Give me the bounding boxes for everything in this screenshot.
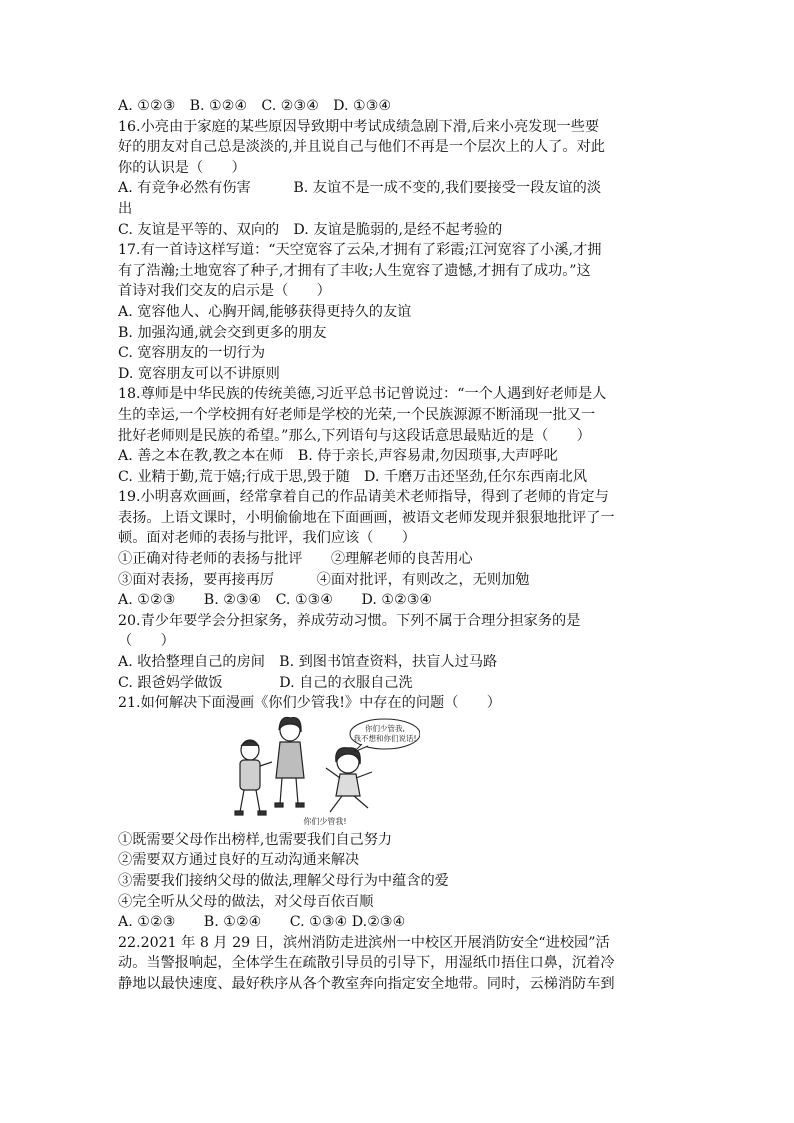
q17-option-a: A. 宽容他人、心胸开阔,能够获得更持久的友谊 bbox=[118, 303, 412, 320]
exam-page bbox=[118, 96, 678, 995]
q16-options-ab: A. 有竞争必然有伤害 B. 友谊不是一成不变的,我们要接受一段友谊的淡 bbox=[118, 180, 602, 197]
q18-options-cd: C. 业精于勤,荒于嬉;行成于思,毁于随 D. 千磨万击还坚劲,任尔东西南北风 bbox=[118, 468, 588, 485]
q19-items-3-4: ③面对表扬，要再接再厉 ④面对批评，有则改之，无则加勉 bbox=[118, 571, 530, 588]
q21-item-4: ④完全听从父母的做法，对父母百依百顺 bbox=[118, 893, 374, 910]
q19-stem-line-3: 顿。面对老师的表扬与批评，我们应该（ ） bbox=[118, 530, 416, 547]
cartoon-caption: 你们少管我! bbox=[303, 816, 347, 826]
q20-stem-cont: （ ） bbox=[118, 633, 175, 650]
question-20 bbox=[118, 611, 678, 693]
q22-stem-line-2: 动。当警报响起，全体学生在疏散引导员的引导下，用湿纸巾捂住口鼻，沉着冷 bbox=[118, 955, 615, 972]
cartoon-image bbox=[118, 716, 678, 826]
q21-item-1: ①既需要父母作出榜样,也需要我们自己努力 bbox=[118, 831, 393, 848]
q19-stem-line-1: 19.小明喜欢画画，经常拿着自己的作品请美术老师指导，得到了老师的肯定与 bbox=[118, 489, 609, 506]
q16-stem-line-1: 16.小亮由于家庭的某些原因导致期中考试成绩急剧下滑,后来小亮发现一些要 bbox=[118, 118, 600, 135]
q18-stem-line-1: 18.尊师是中华民族的传统美德,习近平总书记曾说过：“一个人遇到好老师是人 bbox=[118, 386, 607, 403]
speech-bubble-line-1: 你们少管我, bbox=[365, 723, 405, 733]
q21-options: A. ①②③ B. ①②④ C. ①③④ D.②③④ bbox=[118, 914, 406, 931]
q16-stem-line-2: 好的朋友对自己总是淡淡的,并且说自己与他们不再是一个层次上的人了。对此 bbox=[118, 139, 605, 156]
cartoon-illustration bbox=[230, 716, 420, 826]
q20-options-ab: A. 收拾整理自己的房间 B. 到图书馆查资料，扶盲人过马路 bbox=[118, 654, 498, 671]
q16-options-cd: C. 友谊是平等的、双向的 D. 友谊是脆弱的,是经不起考验的 bbox=[118, 221, 503, 238]
child-figure bbox=[326, 748, 372, 812]
q19-options: A. ①②③ B. ②③④ C. ①③④ D. ①②③④ bbox=[118, 592, 433, 609]
q17-stem-line-2: 有了浩瀚;土地宽容了种子,才拥有了丰收;人生宽容了遗憾,才拥有了成功。”这 bbox=[118, 262, 591, 279]
q21-item-3: ③需要我们接纳父母的做法,理解父母行为中蕴含的爱 bbox=[118, 873, 449, 889]
q18-stem-line-2: 生的幸运,一个学校拥有好老师是学校的光荣,一个民族源源不断涌现一批又一 bbox=[118, 406, 596, 423]
q21-item-2: ②需要双方通过良好的互动沟通来解决 bbox=[118, 852, 360, 869]
q19-stem-line-2: 表扬。上语文课时，小明偷偷地在下面画画，被语文老师发现并狠狠地批评了一 bbox=[118, 509, 615, 526]
q22-stem-line-3: 静地以最快速度、最好秩序从各个教室奔向指定安全地带。同时，云梯消防车到 bbox=[118, 975, 615, 992]
father-figure bbox=[235, 740, 272, 815]
q17-stem-line-1: 17.有一首诗这样写道：“天空宽容了云朵,才拥有了彩霞;江河宽容了小溪,才拥 bbox=[118, 242, 602, 259]
question-19 bbox=[118, 487, 678, 611]
speech-bubble-line-2: 我不想和你们说话! bbox=[353, 733, 417, 743]
q17-option-b: B. 加强沟通,就会交到更多的朋友 bbox=[118, 324, 327, 341]
speech-bubble bbox=[350, 719, 420, 752]
question-17 bbox=[118, 240, 678, 384]
question-21 bbox=[118, 693, 678, 933]
q18-stem-line-3: 批好老师则是民族的希望。”那么,下列语句与这段话意思最贴近的是（ ） bbox=[118, 427, 591, 444]
q16-options-ab-cont: 出 bbox=[118, 200, 133, 217]
mother-figure bbox=[275, 717, 304, 807]
q22-stem-line-1: 22.2021 年 8 月 29 日，滨州消防走进滨州一中校区开展消防安全“进校园”活 bbox=[118, 934, 610, 951]
q21-stem: 21.如何解决下面漫画《你们少管我!》中存在的问题（ ） bbox=[118, 695, 501, 712]
q20-stem: 20.青少年要学会分担家务，养成劳动习惯。下列不属于合理分担家务的是 bbox=[118, 612, 581, 629]
q17-option-d: D. 宽容朋友可以不讲原则 bbox=[118, 365, 280, 382]
question-22 bbox=[118, 933, 678, 995]
prev-question-options: A. ①②③ B. ①②④ C. ②③④ D. ①③④ bbox=[118, 98, 392, 114]
question-16 bbox=[118, 117, 678, 241]
question-18 bbox=[118, 384, 678, 487]
q20-options-cd: C. 跟爸妈学做饭 D. 自己的衣服自己洗 bbox=[118, 674, 413, 691]
q19-items-1-2: ①正确对待老师的表扬与批评 ②理解老师的良苦用心 bbox=[118, 551, 473, 568]
q16-stem-line-3: 你的认识是（ ） bbox=[118, 159, 246, 176]
q17-option-c: C. 宽容朋友的一切行为 bbox=[118, 345, 266, 362]
q18-options-ab: A. 善之本在教,教之本在师 B. 侍于亲长,声容易肃,勿因琐事,大声呼叱 bbox=[118, 448, 558, 465]
q17-stem-line-3: 首诗对我们交友的启示是（ ） bbox=[118, 283, 331, 300]
